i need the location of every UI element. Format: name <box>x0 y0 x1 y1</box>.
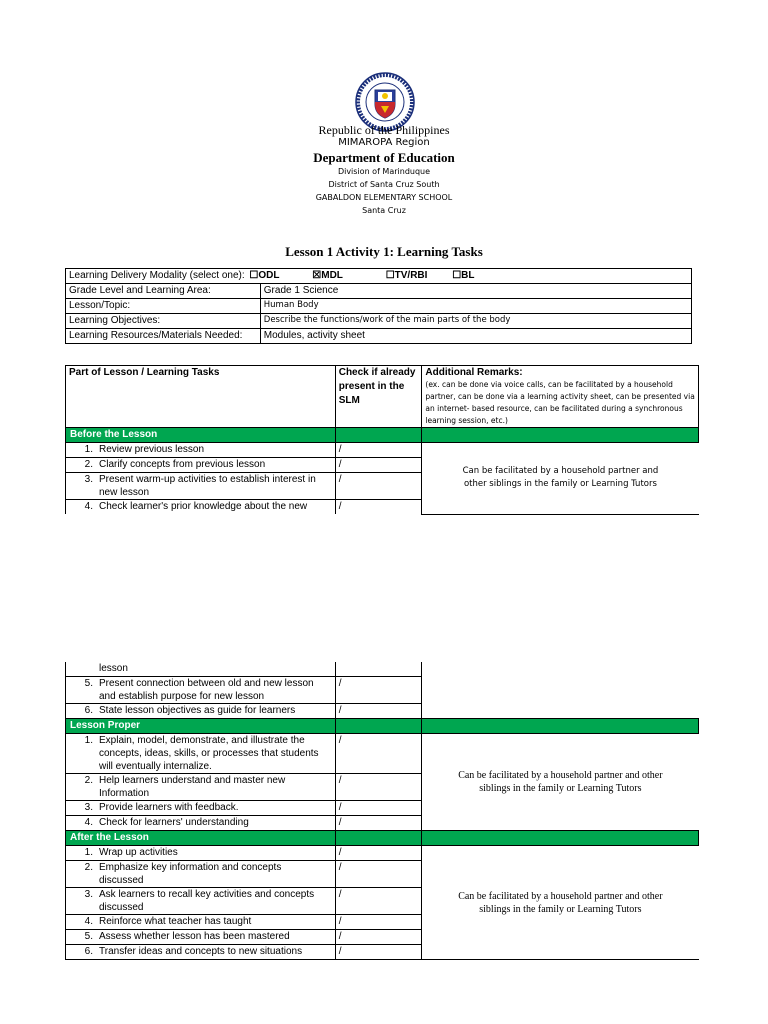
task-text: Review previous lesson <box>99 444 205 455</box>
check-mark: / <box>335 774 422 801</box>
section-proper <box>66 719 699 734</box>
topic-value: Human Body <box>260 299 691 314</box>
task-number: 2. <box>84 459 93 470</box>
check-mark: / <box>335 930 422 945</box>
task-text: Assess whether lesson has been mastered <box>99 931 290 942</box>
task-row <box>66 662 699 677</box>
check-mark: / <box>335 473 422 500</box>
department-label: Department of Education <box>313 150 455 165</box>
task-number: 2. <box>84 862 93 873</box>
task-text: Clarify concepts from previous lesson <box>99 459 266 470</box>
grade-label: Grade Level and Learning Area: <box>66 284 261 299</box>
modality-option-odl[interactable]: ☐ODL <box>249 270 280 281</box>
task-number: 3. <box>84 474 93 485</box>
modality-label: Learning Delivery Modality (select one): <box>69 270 245 281</box>
task-number: 6. <box>84 705 93 716</box>
check-mark: / <box>335 443 422 458</box>
topic-row <box>66 299 692 314</box>
resources-label: Learning Resources/Materials Needed: <box>66 329 261 344</box>
resources-value: Modules, activity sheet <box>260 329 691 344</box>
task-text: Present warm-up activities to establish interest in new lesson <box>99 474 316 498</box>
col-header-remarks <box>422 366 699 428</box>
task-number: 1. <box>84 847 93 858</box>
republic-label: Republic of the Philippines <box>318 123 450 137</box>
task-row <box>66 443 699 458</box>
learning-tasks-table-continued <box>65 662 699 960</box>
lesson-info-table <box>65 268 692 344</box>
district-label: District of Santa Cruz South <box>328 180 440 189</box>
task-number: 1. <box>84 444 93 455</box>
region-label: MIMAROPA Region <box>338 137 430 148</box>
section-before-label: Before the Lesson <box>66 428 336 443</box>
task-text: Wrap up activities <box>99 847 178 858</box>
task-text: Help learners understand and master new Information <box>99 775 286 799</box>
check-mark: / <box>335 677 422 704</box>
task-number: 4. <box>84 817 93 828</box>
section-after <box>66 831 699 846</box>
check-mark: / <box>335 458 422 473</box>
topic-label: Lesson/Topic: <box>66 299 261 314</box>
check-mark: / <box>335 801 422 816</box>
modality-option-mdl[interactable]: ☒MDL <box>312 270 343 281</box>
check-mark: / <box>335 861 422 888</box>
check-mark: / <box>335 816 422 831</box>
task-text-continued: lesson <box>99 663 128 674</box>
proper-remark: Can be facilitated by a household partner and other siblings in the family or Learning Tutors <box>422 734 699 831</box>
check-mark: / <box>335 915 422 930</box>
task-number: 6. <box>84 946 93 957</box>
tasks-header-row <box>66 366 699 428</box>
school-label: GABALDON ELEMENTARY SCHOOL <box>315 193 453 202</box>
task-number: 4. <box>84 916 93 927</box>
after-remark: Can be facilitated by a household partner and other siblings in the family or Learning Tutors <box>422 846 699 960</box>
grade-value: Grade 1 Science <box>260 284 691 299</box>
task-text: Transfer ideas and concepts to new situations <box>99 946 303 957</box>
before-remark: Can be facilitated by a household partner and other siblings in the family or Learning Tutors <box>422 443 699 515</box>
section-after-label: After the Lesson <box>66 831 336 846</box>
task-number: 3. <box>84 802 93 813</box>
task-row <box>66 734 699 774</box>
check-mark: / <box>335 500 422 515</box>
task-number: 4. <box>84 501 93 512</box>
task-text: Explain, model, demonstrate, and illustrate the concepts, ideas, skills, or processes that students will eventually internalize. <box>99 735 319 772</box>
section-proper-label: Lesson Proper <box>66 719 336 734</box>
task-text: Check learner's prior knowledge about the new <box>99 501 308 512</box>
section-before <box>66 428 699 443</box>
task-text: State lesson objectives as guide for learners <box>99 705 296 716</box>
grade-row <box>66 284 692 299</box>
remarks-note: (ex. can be done via voice calls, can be facilitated by a household partner, can be done via a learning activity sheet, can be presented via an internet- based resource, can be facilitated during a synchronous learning session, etc.) <box>425 380 695 425</box>
check-mark: / <box>335 945 422 960</box>
task-number: 5. <box>84 678 93 689</box>
check-mark: / <box>335 734 422 774</box>
col-header-check: Check if already present in the SLM <box>335 366 422 428</box>
modality-row <box>66 269 692 284</box>
task-number: 3. <box>84 889 93 900</box>
town-label: Santa Cruz <box>362 206 406 215</box>
modality-option-tvrbi[interactable]: ☐TV/RBI <box>385 270 428 281</box>
task-row <box>66 846 699 861</box>
objectives-label: Learning Objectives: <box>66 314 261 329</box>
objectives-value: Describe the functions/work of the main parts of the body <box>260 314 691 329</box>
col-header-tasks: Part of Lesson / Learning Tasks <box>66 366 336 428</box>
check-mark: / <box>335 846 422 861</box>
task-number: 5. <box>84 931 93 942</box>
modality-option-bl[interactable]: ☐BL <box>452 270 475 281</box>
division-label: Division of Marinduque <box>337 167 431 176</box>
task-text: Emphasize key information and concepts discussed <box>99 862 282 886</box>
task-text: Ask learners to recall key activities and concepts discussed <box>99 889 315 913</box>
resources-row <box>66 329 692 344</box>
remarks-title: Additional Remarks: <box>425 367 523 378</box>
task-text: Present connection between old and new lesson and establish purpose for new lesson <box>99 678 314 702</box>
check-mark: / <box>335 888 422 915</box>
objectives-row <box>66 314 692 329</box>
task-text: Reinforce what teacher has taught <box>99 916 252 927</box>
document-title: Lesson 1 Activity 1: Learning Tasks <box>285 244 483 259</box>
task-number: 2. <box>84 775 93 786</box>
task-text: Check for learners' understanding <box>99 817 249 828</box>
task-number: 1. <box>84 735 93 746</box>
learning-tasks-table <box>65 365 699 515</box>
task-text: Provide learners with feedback. <box>99 802 239 813</box>
check-mark: / <box>335 704 422 719</box>
